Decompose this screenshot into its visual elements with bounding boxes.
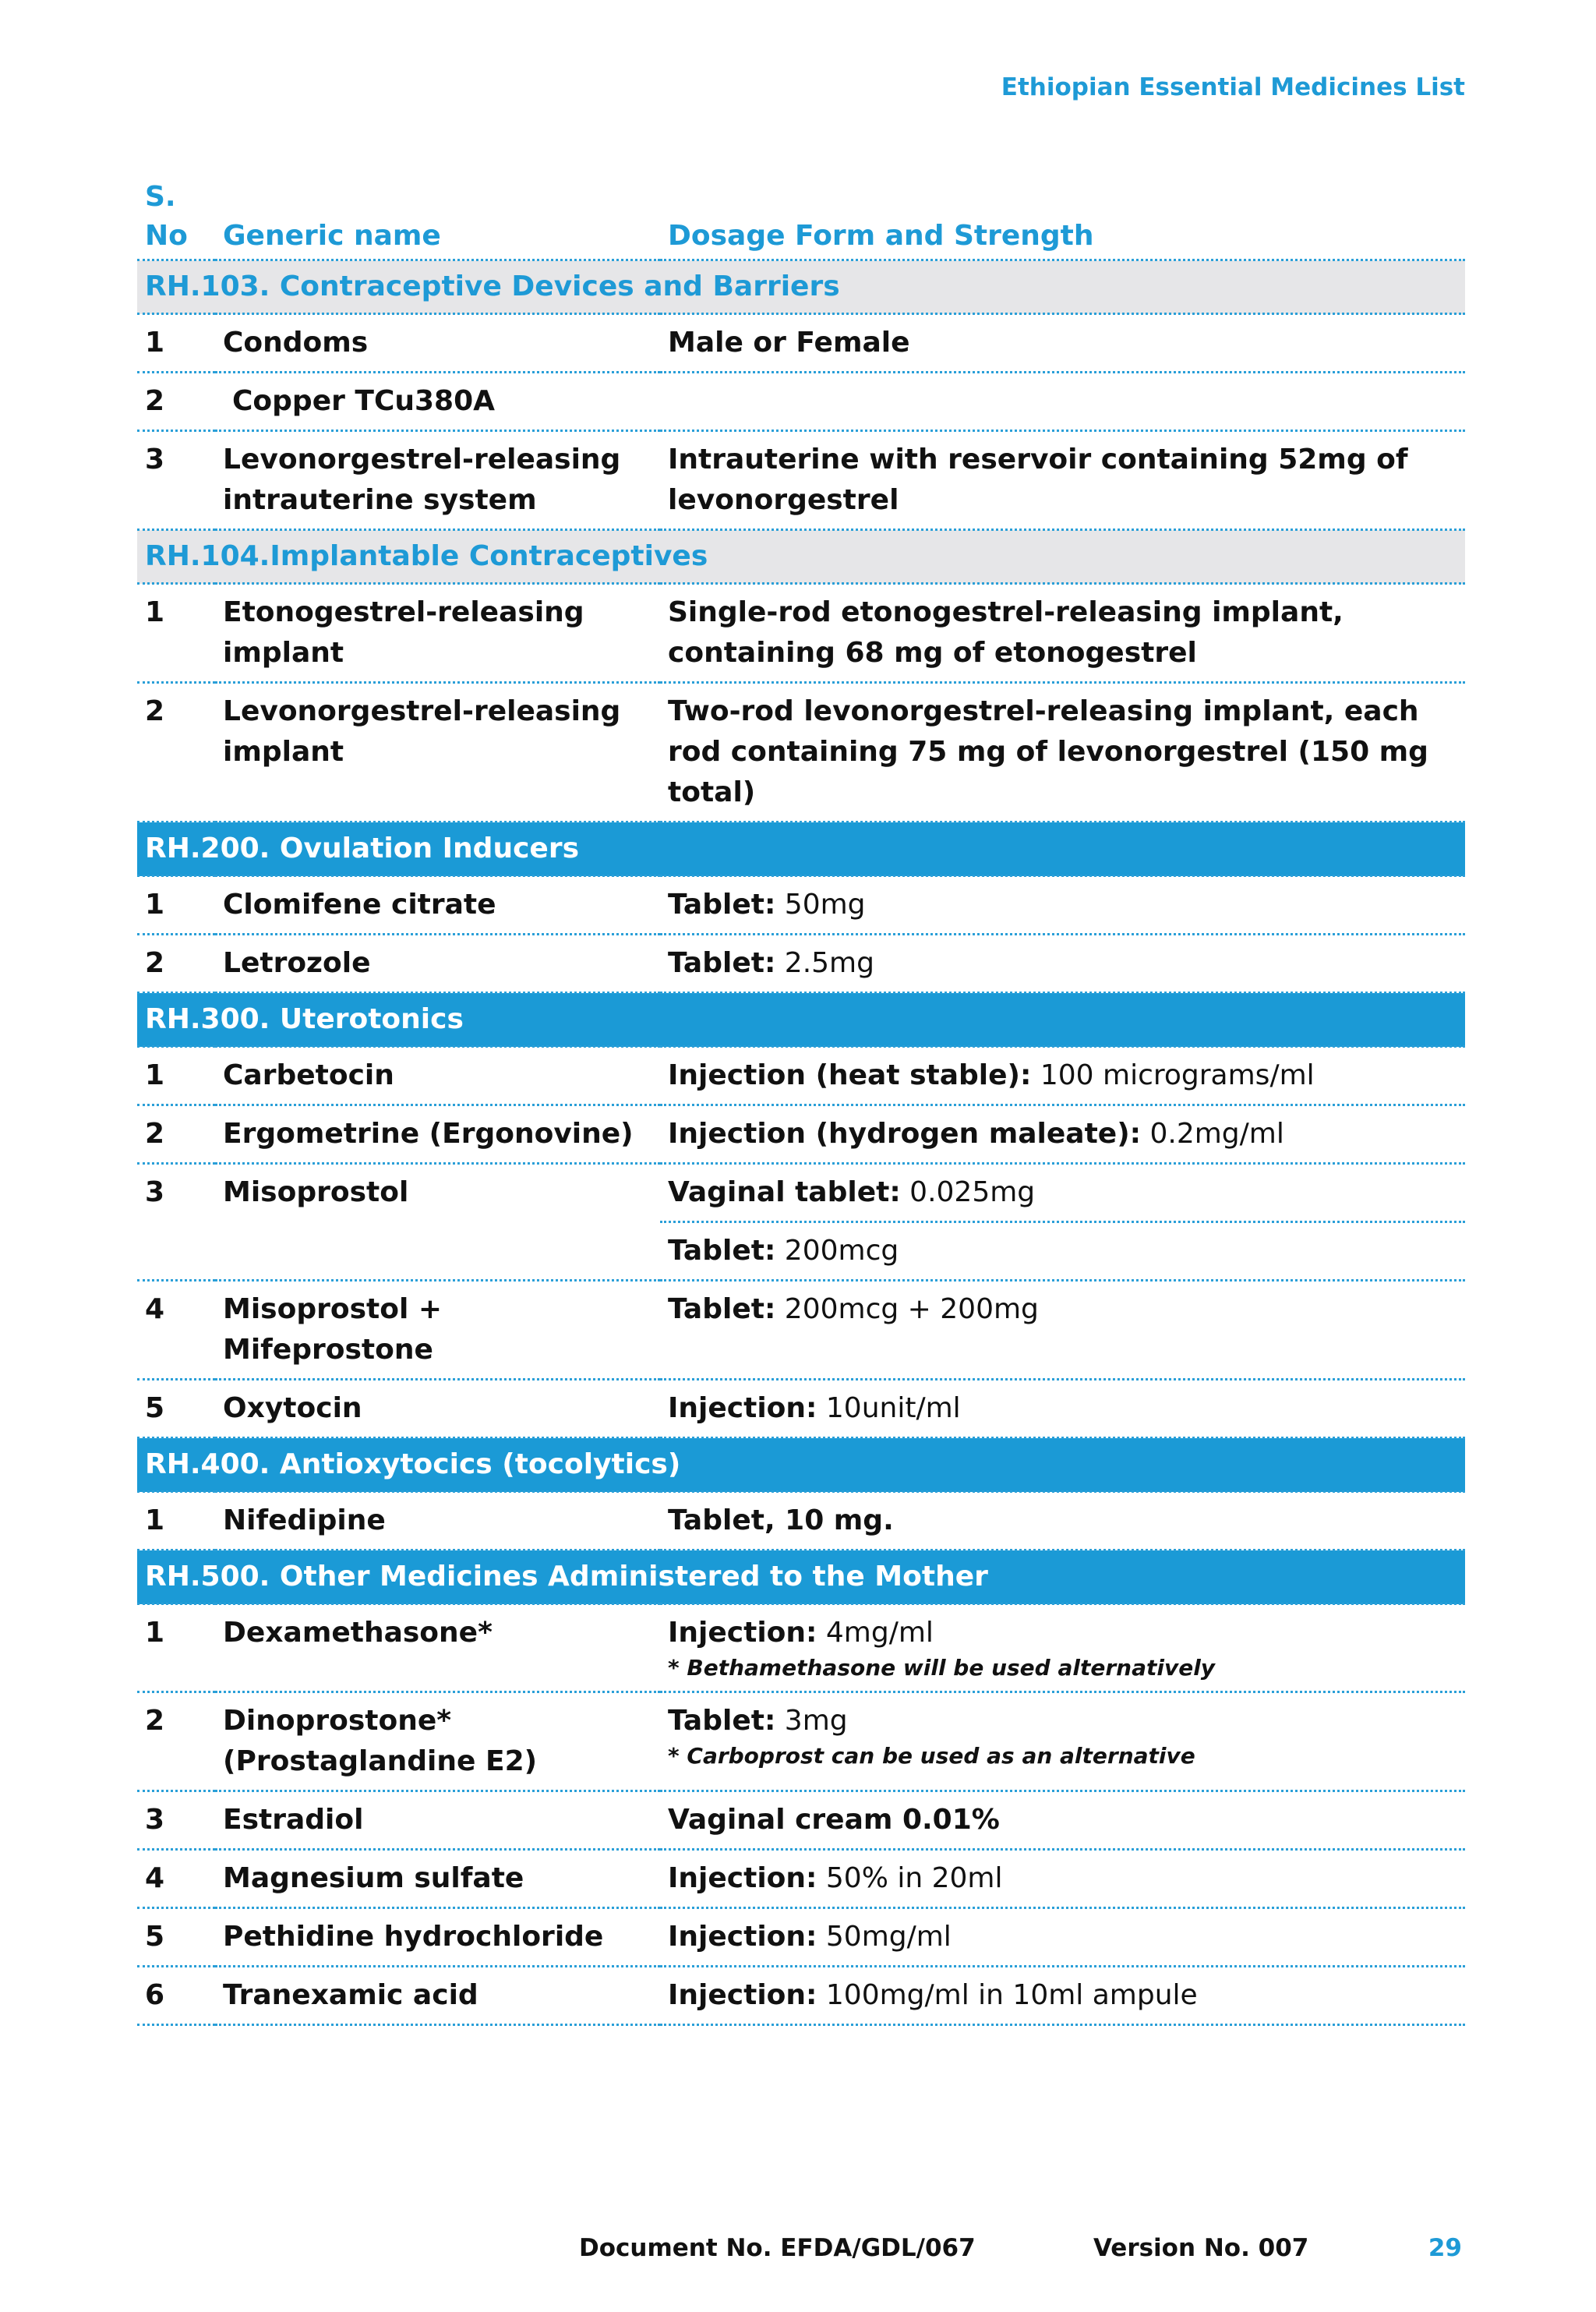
section-title: RH.500. Other Medicines Administered to the Mother [137, 1550, 1465, 1604]
dosage-form: Injection: [668, 1979, 817, 2011]
dosage-cell [660, 1604, 1465, 1692]
dosage-cell [660, 1105, 1465, 1164]
dosage-form: Injection: [668, 1921, 817, 1953]
row-number: 2 [137, 1692, 215, 1791]
dosage-cell [660, 876, 1465, 935]
dosage-strength: 50% in 20ml [817, 1862, 1003, 1894]
dosage-form: Male or Female [668, 327, 910, 359]
generic-name: Levonorgestrel-releasing intrauterine system [215, 431, 660, 530]
dosage-cell [660, 1967, 1465, 2025]
generic-name: Pethidine hydrochloride [215, 1908, 660, 1967]
dosage-form: Intrauterine with reservoir containing 52mg of levonorgestrel [668, 444, 1408, 516]
row-number: 1 [137, 584, 215, 683]
row-number: 1 [137, 876, 215, 935]
medicines-table [137, 171, 1465, 2026]
dosage-form: Tablet, 10 mg. [668, 1504, 894, 1536]
table-row [137, 683, 1465, 822]
table-row [137, 1604, 1465, 1692]
dosage-form: Tablet: [668, 1705, 776, 1737]
table-row [137, 1967, 1465, 2025]
generic-name: Estradiol [215, 1791, 660, 1850]
dosage-strength: 100mg/ml in 10ml ampule [817, 1979, 1198, 2011]
dosage-strength: 2.5mg [775, 947, 874, 979]
dosage-cell [660, 373, 1465, 431]
generic-name: Dinoprostone* (Prostaglandine E2) [215, 1692, 660, 1791]
table-row [137, 1692, 1465, 1791]
section-header-row [137, 1550, 1465, 1604]
table-row [137, 1164, 1465, 1222]
dosage-cell [660, 1164, 1465, 1222]
dosage-strength: 100 micrograms/ml [1031, 1059, 1315, 1091]
table-row [137, 1281, 1465, 1380]
dosage-strength: 0.2mg/ml [1141, 1118, 1284, 1150]
table-row [137, 431, 1465, 530]
dosage-cell [660, 1692, 1465, 1791]
section-header-row [137, 260, 1465, 314]
row-number: 1 [137, 1604, 215, 1692]
dosage-form: Vaginal cream 0.01% [668, 1804, 1000, 1836]
generic-name: Condoms [215, 314, 660, 373]
footer-document-number: Document No. EFDA/GDL/067 [579, 2234, 976, 2262]
generic-name: Magnesium sulfate [215, 1850, 660, 1908]
dosage-form: Tablet: [668, 947, 776, 979]
table-row [137, 1908, 1465, 1967]
dosage-form: Two-rod levonorgestrel-releasing implant, each rod containing 75 mg of levonorgestrel (150 mg total) [668, 695, 1428, 808]
dosage-strength: 50mg/ml [817, 1921, 952, 1953]
dosage-form: Injection (heat stable): [668, 1059, 1032, 1091]
generic-name: Misoprostol [215, 1164, 660, 1281]
table-row [137, 1492, 1465, 1550]
row-number: 2 [137, 373, 215, 431]
generic-name: Letrozole [215, 935, 660, 993]
table-row [137, 584, 1465, 683]
dosage-cell [660, 683, 1465, 822]
dosage-cell [660, 1908, 1465, 1967]
row-number: 2 [137, 683, 215, 822]
row-number: 3 [137, 1164, 215, 1281]
table-row [137, 1791, 1465, 1850]
generic-name: Copper TCu380A [215, 373, 660, 431]
generic-name: Misoprostol + Mifeprostone [215, 1281, 660, 1380]
dosage-form: Injection: [668, 1617, 817, 1649]
section-title: RH.400. Antioxytocics (tocolytics) [137, 1438, 1465, 1492]
dosage-form: Tablet: [668, 1293, 776, 1325]
dosage-strength: 3mg [775, 1705, 848, 1737]
dosage-form: Injection: [668, 1862, 817, 1894]
dosage-note: * Carboprost can be used as an alternative [668, 1743, 1195, 1769]
column-header-generic-name: Generic name [215, 171, 660, 260]
dosage-form: Injection: [668, 1392, 817, 1424]
section-header-row [137, 530, 1465, 584]
page-footer [0, 2234, 1596, 2273]
generic-name: Ergometrine (Ergonovine) [215, 1105, 660, 1164]
section-header-row [137, 822, 1465, 876]
generic-name: Levonorgestrel-releasing implant [215, 683, 660, 822]
dosage-form: Vaginal tablet: [668, 1176, 901, 1208]
section-title: RH.200. Ovulation Inducers [137, 822, 1465, 876]
dosage-cell [660, 431, 1465, 530]
row-number: 2 [137, 1105, 215, 1164]
table-row [137, 1380, 1465, 1438]
dosage-cell [660, 1281, 1465, 1380]
section-header-row [137, 1438, 1465, 1492]
table-header-row [137, 171, 1465, 260]
row-number: 5 [137, 1380, 215, 1438]
dosage-form: Injection (hydrogen maleate): [668, 1118, 1142, 1150]
section-title: RH.103. Contraceptive Devices and Barriers [137, 260, 1465, 314]
dosage-note: * Bethamethasone will be used alternatively [668, 1655, 1216, 1681]
generic-name: Etonogestrel-releasing implant [215, 584, 660, 683]
dosage-form: Tablet: [668, 889, 776, 921]
table-row [137, 1850, 1465, 1908]
dosage-cell [660, 314, 1465, 373]
page-number: 29 [1428, 2234, 1462, 2262]
row-number: 5 [137, 1908, 215, 1967]
dosage-strength: 200mcg [775, 1235, 899, 1267]
dosage-cell [660, 1791, 1465, 1850]
dosage-cell [660, 1492, 1465, 1550]
generic-name: Dexamethasone* [215, 1604, 660, 1692]
generic-name: Carbetocin [215, 1047, 660, 1105]
table-row [137, 935, 1465, 993]
table-row [137, 1047, 1465, 1105]
row-number: 1 [137, 1047, 215, 1105]
generic-name: Tranexamic acid [215, 1967, 660, 2025]
dosage-cell [660, 1047, 1465, 1105]
table-row [137, 373, 1465, 431]
section-title: RH.104.Implantable Contraceptives [137, 530, 1465, 584]
dosage-strength: 10unit/ml [817, 1392, 961, 1424]
dosage-form: Single-rod etonogestrel-releasing implant, containing 68 mg of etonogestrel [668, 596, 1344, 669]
dosage-cell [660, 584, 1465, 683]
row-number: 1 [137, 314, 215, 373]
dosage-strength: 4mg/ml [817, 1617, 934, 1649]
generic-name: Clomifene citrate [215, 876, 660, 935]
row-number: 3 [137, 1791, 215, 1850]
column-header-no: S. No [137, 171, 215, 260]
dosage-cell [660, 1380, 1465, 1438]
generic-name: Oxytocin [215, 1380, 660, 1438]
row-number: 6 [137, 1967, 215, 2025]
column-header-dosage: Dosage Form and Strength [660, 171, 1465, 260]
table-row [137, 1105, 1465, 1164]
dosage-cell [660, 1850, 1465, 1908]
table-row [137, 876, 1465, 935]
dosage-strength: 0.025mg [900, 1176, 1036, 1208]
footer-version-number: Version No. 007 [1093, 2234, 1309, 2262]
dosage-form: Tablet: [668, 1235, 776, 1267]
dosage-cell [660, 935, 1465, 993]
dosage-strength: 200mcg + 200mg [775, 1293, 1039, 1325]
generic-name: Nifedipine [215, 1492, 660, 1550]
section-header-row [137, 993, 1465, 1047]
row-number: 2 [137, 935, 215, 993]
document-header-title: Ethiopian Essential Medicines List [1001, 73, 1465, 101]
section-title: RH.300. Uterotonics [137, 993, 1465, 1047]
dosage-cell [660, 1222, 1465, 1281]
dosage-strength: 50mg [775, 889, 866, 921]
row-number: 4 [137, 1281, 215, 1380]
row-number: 4 [137, 1850, 215, 1908]
row-number: 1 [137, 1492, 215, 1550]
table-row [137, 314, 1465, 373]
row-number: 3 [137, 431, 215, 530]
